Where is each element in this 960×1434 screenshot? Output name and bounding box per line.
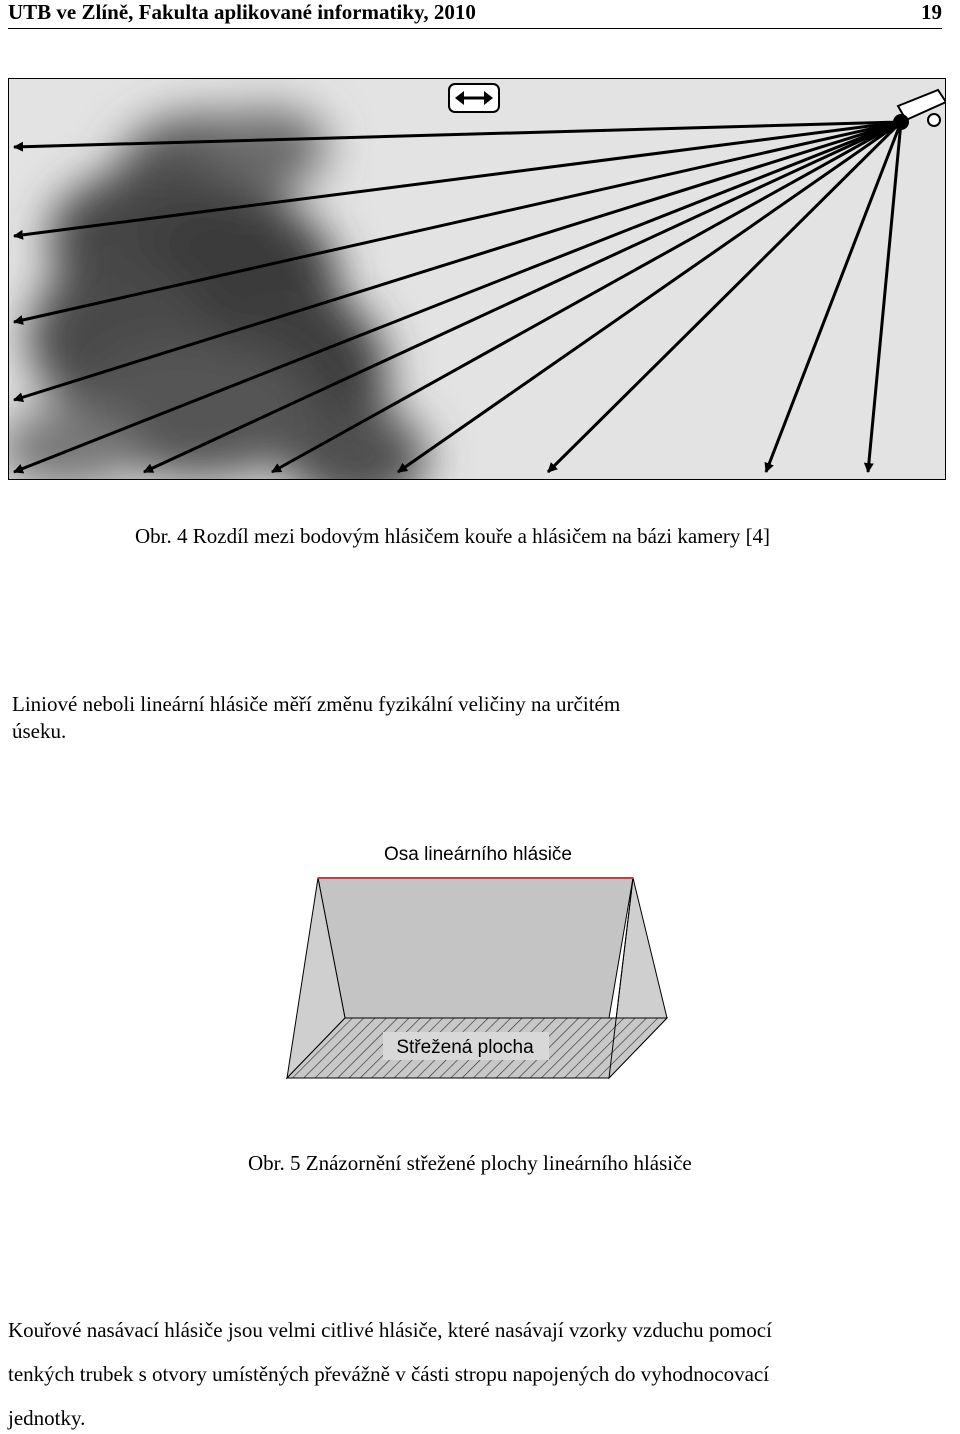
- page-header: [8, 0, 942, 29]
- paragraph1-line2: úseku.: [12, 719, 67, 743]
- paragraph2-line2: tenkých trubek s otvory umístěných převážně v části stropu napojených do vyhodnocovací: [8, 1362, 770, 1386]
- axis-label: Osa lineárního hlásiče: [384, 844, 572, 865]
- paragraph1-line1: Liniové neboli lineární hlásiče měří změnu fyzikální veličiny na určitém: [12, 692, 621, 716]
- figure-linear-detector: [283, 838, 673, 1083]
- point-detector-icon: [449, 84, 499, 112]
- figure1-caption: Obr. 4 Rozdíl mezi bodovým hlásičem kouře a hlásičem na bázi kamery [4]: [135, 524, 771, 548]
- paragraph2-line3: jednotky.: [8, 1406, 86, 1430]
- page-number: 19: [921, 0, 942, 24]
- header-title: UTB ve Zlíně, Fakulta aplikované informatiky, 2010: [8, 0, 476, 24]
- area-label: Střežená plocha: [396, 1037, 534, 1058]
- paragraph2-line1: Kouřové nasávací hlásiče jsou velmi citlivé hlásiče, které nasávají vzorky vzduchu pomocí: [8, 1318, 772, 1342]
- figure2-caption: Obr. 5 Znázornění střežené plochy lineárního hlásiče: [248, 1151, 692, 1175]
- detection-plane: [318, 878, 633, 1018]
- figure-smoke-camera: [8, 78, 946, 480]
